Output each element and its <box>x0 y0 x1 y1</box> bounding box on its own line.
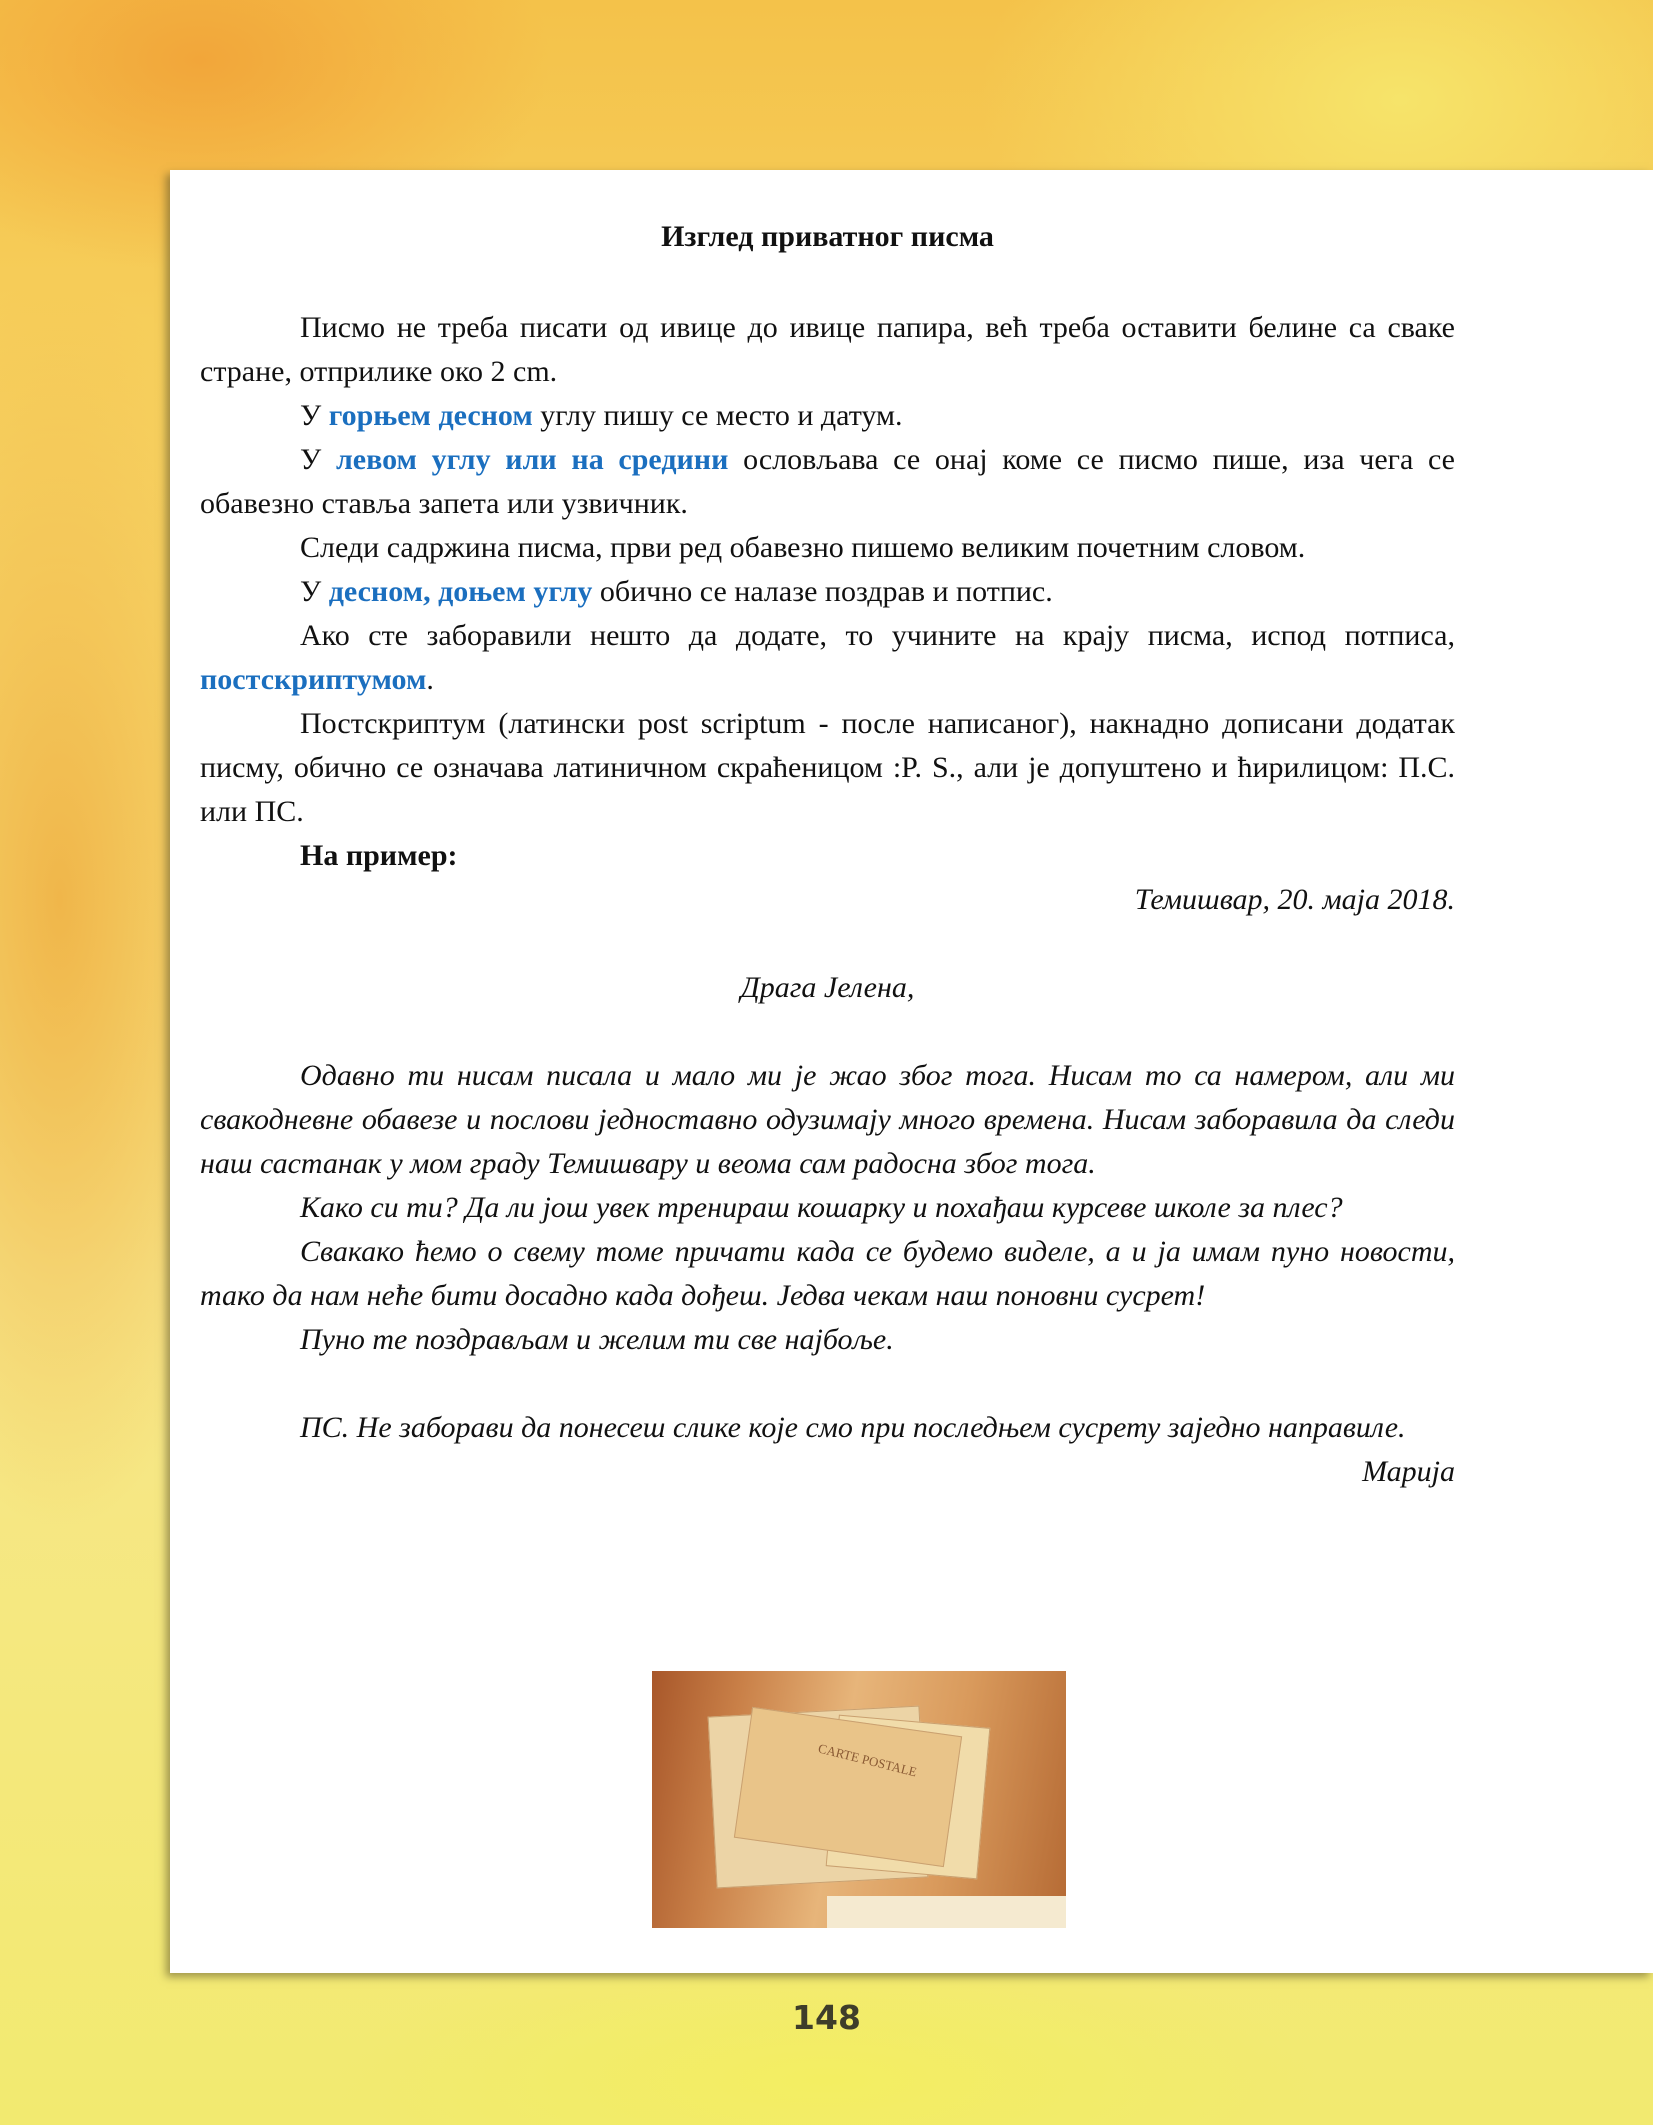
text-run: У <box>300 443 336 476</box>
intro-paragraph <box>200 526 1455 570</box>
text-run: Писмо не треба писати од ивице до ивице папира, већ треба оставити белине са сваке стране, отприлике око 2 cm. <box>200 311 1455 388</box>
letter-paragraph: Пуно те поздрављам и желим ти све најбоље. <box>300 1323 894 1356</box>
intro-paragraph <box>200 570 1455 614</box>
letter-paragraph: Свакако ћемо о свему томе причати када се будемо виделе, а и ја имам пуно новости, тако да нам неће бити досадно када дођеш. Једва чекам наш поновни сусрет! <box>200 1235 1455 1312</box>
highlighted-phrase: левом углу или на средини <box>335 443 729 476</box>
highlighted-phrase: десном, доњем углу <box>328 575 593 608</box>
text-body <box>200 306 1455 1494</box>
text-run: углу пишу се место и датум. <box>532 399 903 432</box>
text-run: обично се налазе поздрав и потпис. <box>592 575 1053 608</box>
text-run: Следи садржина писма, први ред обавезно пишемо великим почетним словом. <box>300 531 1306 564</box>
intro-paragraph <box>200 614 1455 702</box>
letter-greeting: Драга Јелена, <box>740 971 915 1004</box>
text-run: . <box>426 663 434 696</box>
intro-paragraph <box>200 702 1455 834</box>
page-sheet <box>170 170 1653 1973</box>
letter-paragraph: Одавно ти нисам писала и мало ми је жао због тога. Нисам то са намером, али ми свакодневне обавезе и послови једноставно одузимају много времена. Нисам заборавила да следи наш састанак у мом граду Темишвару и веома сам радосна због тога. <box>200 1059 1455 1180</box>
intro-paragraph <box>200 394 1455 438</box>
page-title: Изглед приватног писма <box>661 220 994 253</box>
highlighted-phrase: горњем десном <box>328 399 533 432</box>
text-run: У <box>300 399 329 432</box>
text-run: У <box>300 575 329 608</box>
letter-postscript: ПС. Не заборави да понесеш слике које смо при последњем сусрету заједно направиле. <box>300 1411 1406 1444</box>
text-run: ословљава се онај коме се писмо пише, иза чега се обавезно ставља запета или узвичник. <box>200 443 1455 520</box>
letter-paragraph: Како си ти? Да ли још увек тренираш кошарку и похађаш курсеве школе за плес? <box>300 1191 1343 1224</box>
intro-paragraph <box>200 438 1455 526</box>
intro-paragraph <box>200 306 1455 394</box>
old-letters-photo <box>652 1671 1066 1928</box>
letter-signature: Марија <box>1362 1455 1455 1488</box>
example-label: На пример: <box>300 839 458 872</box>
text-run: Постскриптум (латински post scriptum - после написаног), накнадно дописани додатак писму, обично се означава латиничном скраћеницом :P. S., али је допуштено и ћирилицом: П.С. или ПС. <box>200 707 1455 828</box>
text-run: Ако сте заборавили нешто да додате, то учините на крају писма, испод потписа, <box>300 619 1455 652</box>
highlighted-phrase: постскриптумом <box>200 663 427 696</box>
page-number: 148 <box>792 1998 861 2037</box>
image-caption-text: CARTE POSTALE <box>816 1740 919 1780</box>
letter-place-date: Темишвар, 20. маја 2018. <box>1134 883 1455 916</box>
intro-section <box>200 306 1455 834</box>
